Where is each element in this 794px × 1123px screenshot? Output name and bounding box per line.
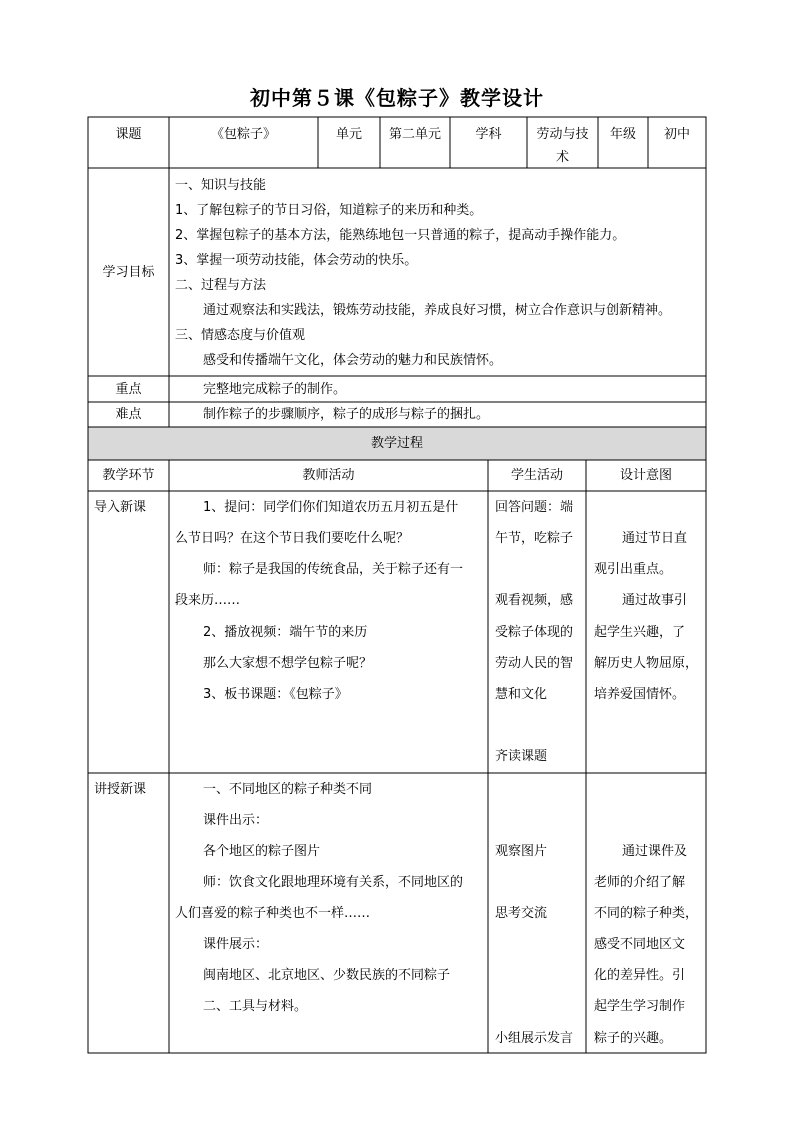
lecture-teacher-line: 课件出示：	[203, 813, 269, 828]
grade-label: 年级	[609, 127, 636, 142]
objective-line: 感受和传播端午文化，体会劳动的魅力和民族情怀。	[203, 353, 503, 368]
lecture-student-line: 小组展示发言	[495, 1031, 574, 1046]
intro-student-line: 齐读课题	[495, 749, 548, 764]
lecture-student-line: 思考交流	[495, 906, 548, 921]
lecture-teacher-line: 二、工具与材料。	[203, 999, 308, 1014]
lecture-intent-line: 不同的粽子种类，	[594, 906, 699, 921]
column-header: 设计意图	[619, 468, 672, 483]
intro-teacher-line: 3、板书课题：《包粽子》	[203, 687, 348, 702]
subject-value-line1: 劳动与技	[536, 127, 589, 142]
process-title: 教学过程	[370, 436, 423, 451]
intro-teacher-line: 师：粽子是我国的传统食品，关于粽子还有一	[203, 562, 464, 577]
lecture-teacher-line: 人们喜爱的粽子种类也不一样……	[175, 906, 371, 921]
objectives-label: 学习目标	[102, 265, 155, 280]
intro-teacher-line: 2、播放视频：端午节的来历	[203, 625, 368, 640]
intro-teacher-line: 那么大家想不想学包粽子呢？	[203, 656, 373, 671]
difficulty-value: 制作粽子的步骤顺序，粽子的成形与粽子的捆扎。	[203, 407, 490, 422]
key-point-label: 重点	[115, 382, 142, 397]
objective-line: 三、情感态度与价值观	[175, 328, 306, 343]
intro-student-line: 回答问题：端	[495, 500, 574, 515]
lecture-student-line: 观察图片	[495, 844, 548, 859]
intro-intent-line: 观引出重点。	[594, 562, 673, 577]
lecture-teacher-line: 课件展示：	[203, 937, 269, 952]
grade-value: 初中	[663, 127, 690, 142]
objective-line: 3、掌握一项劳动技能，体会劳动的快乐。	[175, 253, 418, 268]
intro-intent-line: 培养爱国情怀。	[594, 687, 686, 702]
objective-line: 一、知识与技能	[175, 178, 267, 193]
lecture-teacher-line: 各个地区的粽子图片	[203, 844, 321, 859]
lecture-intent-line: 感受不同地区文	[594, 937, 686, 952]
intro-student-line: 受粽子体现的	[495, 625, 574, 640]
difficulty-label: 难点	[115, 407, 142, 422]
column-header: 教学环节	[102, 468, 155, 483]
intro-student-line: 观看视频，感	[495, 593, 574, 608]
key-point-value: 完整地完成粽子的制作。	[203, 382, 347, 397]
lecture-teacher-line: 闽南地区、北京地区、少数民族的不同粽子	[203, 968, 451, 983]
intro-teacher-line: 1、提问：同学们你们知道农历五月初五是什	[203, 500, 459, 515]
intro-label: 导入新课	[94, 500, 147, 515]
lecture-intent-line: 化的差异性。引	[594, 968, 686, 983]
unit-label: 单元	[335, 127, 362, 142]
objective-line: 二、过程与方法	[175, 278, 267, 293]
topic-value: 《包粽子》	[210, 127, 276, 142]
intro-intent-line: 起学生兴趣，了	[594, 625, 686, 640]
lecture-intent-line: 通过课件及	[622, 844, 688, 859]
lecture-label: 讲授新课	[94, 782, 147, 797]
intro-intent-line: 通过故事引	[622, 593, 688, 608]
intro-student-line: 慧和文化	[495, 687, 548, 702]
intro-teacher-line: 段来历……	[175, 593, 241, 608]
objective-line: 2、掌握包粽子的基本方法，能熟练地包一只普通的粽子，提高动手操作能力。	[175, 228, 626, 243]
lecture-teacher-line: 师：饮食文化跟地理环境有关系，不同地区的	[203, 875, 464, 890]
lecture-intent-line: 起学生学习制作	[594, 999, 686, 1014]
intro-student-line: 劳动人民的智	[495, 656, 574, 671]
subject-label: 学科	[475, 127, 502, 142]
topic-label: 课题	[115, 127, 142, 142]
lecture-intent-line: 老师的介绍了解	[594, 875, 686, 890]
intro-intent-line: 通过节日直	[622, 531, 688, 546]
column-header: 学生活动	[510, 468, 563, 483]
lecture-intent-line: 粽子的兴趣。	[594, 1031, 673, 1046]
intro-student-line: 午节，吃粽子	[495, 531, 574, 546]
subject-value-line2: 术	[555, 150, 569, 165]
document-title: 初中第５课《包粽子》教学设计	[250, 86, 544, 110]
column-header: 教师活动	[302, 468, 355, 483]
unit-value: 第二单元	[388, 127, 441, 142]
objective-line: 1、了解包粽子的节日习俗，知道粽子的来历和种类。	[175, 203, 483, 218]
objective-line: 通过观察法和实践法，锻炼劳动技能，养成良好习惯，树立合作意识与创新精神。	[203, 303, 672, 318]
intro-intent-line: 解历史人物屈原，	[594, 656, 699, 671]
intro-teacher-line: 么节日吗？在这个节日我们要吃什么呢？	[175, 531, 410, 546]
lecture-teacher-line: 一、不同地区的粽子种类不同	[203, 782, 373, 797]
